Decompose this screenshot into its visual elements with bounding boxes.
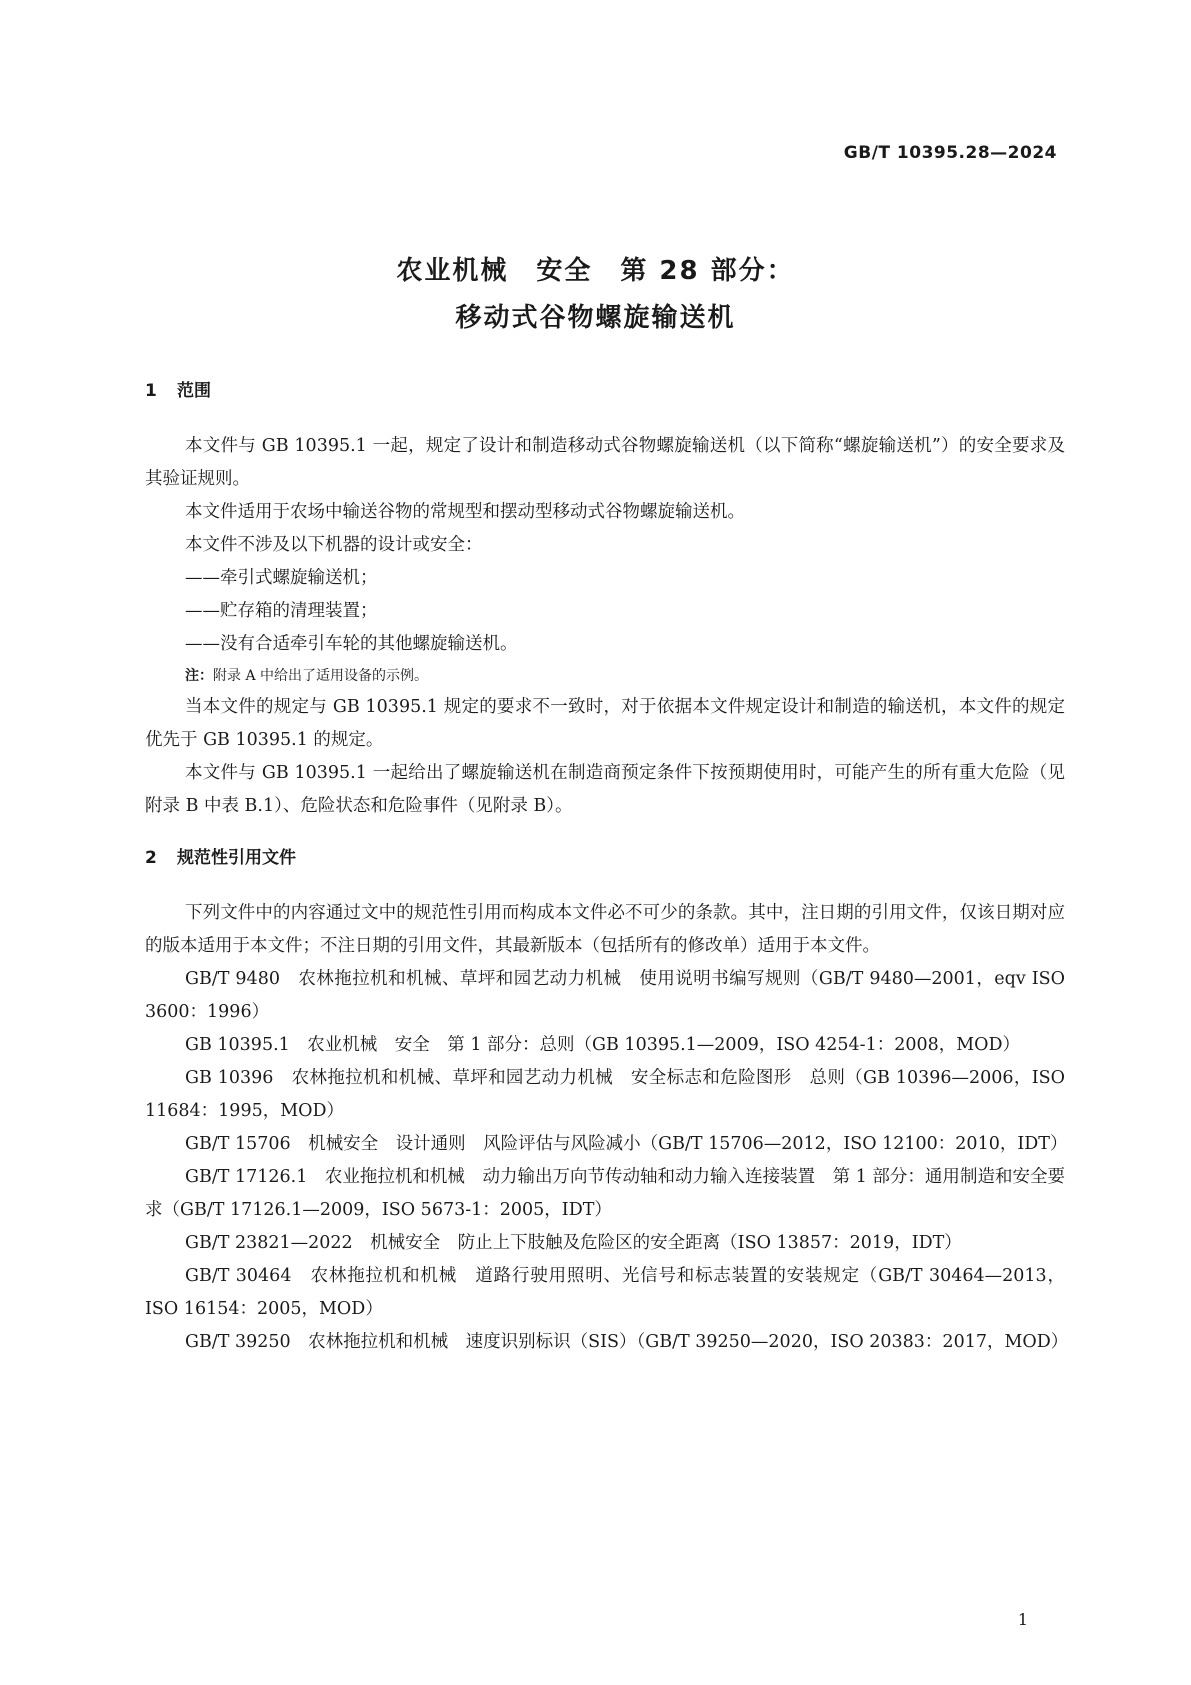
section1-paragraph-2: 本文件适用于农场中输送谷物的常规型和摆动型移动式谷物螺旋输送机。 [185, 502, 745, 522]
section1-paragraph-3: 本文件不涉及以下机器的设计或安全： [185, 535, 483, 555]
reference-gbt39250: GB/T 39250 农林拖拉机和机械 速度识别标识（SIS）（GB/T 39250—2020，ISO 20383：2017，MOD） [185, 1332, 1069, 1352]
section1-heading [145, 376, 211, 401]
section1-body [145, 430, 1065, 823]
exclusion-item-1: ——牵引式螺旋输送机； [185, 568, 378, 588]
reference-gb10395-1: GB 10395.1 农业机械 安全 第 1 部分：总则（GB 10395.1—2009，ISO 4254-1：2008，MOD） [185, 1035, 1021, 1055]
reference-gbt17126-1: GB/T 17126.1 农业拖拉机和机械 动力输出万向节传动轴和动力输入连接装置 第 1 部分：通用制造和安全要求（GB/T 17126.1—2009，ISO 5673-1：2005，IDT） [145, 1167, 1065, 1220]
page-number: 1 [1017, 1610, 1028, 1629]
section2-intro: 下列文件中的内容通过文中的规范性引用而构成本文件必不可少的条款。其中，注日期的引用文件，仅该日期对应的版本适用于本文件；不注日期的引用文件，其最新版本（包括所有的修改单）适用于本文件。 [145, 903, 1065, 956]
note-label: 注： [185, 668, 213, 684]
section1-paragraph-4: 当本文件的规定与 GB 10395.1 规定的要求不一致时，对于依据本文件规定设计和制造的输送机，本文件的规定优先于 GB 10395.1 的规定。 [145, 697, 1065, 750]
section1-title: 范围 [177, 381, 211, 401]
section2-title: 规范性引用文件 [177, 848, 296, 868]
reference-gb10396: GB 10396 农林拖拉机和机械、草坪和园艺动力机械 安全标志和危险图形 总则（GB 10396—2006，ISO 11684：1995，MOD） [145, 1068, 1065, 1121]
section2-heading [145, 843, 296, 868]
reference-gbt23821: GB/T 23821—2022 机械安全 防止上下肢触及危险区的安全距离（ISO 13857：2019，IDT） [185, 1233, 962, 1253]
reference-gbt30464: GB/T 30464 农林拖拉机和机械 道路行驶用照明、光信号和标志装置的安装规定（GB/T 30464—2013，ISO 16154：2005，MOD） [145, 1266, 1065, 1319]
note [145, 661, 1065, 691]
section2-body [145, 897, 1069, 1359]
section2-number: 2 [145, 848, 157, 868]
document-title-line1: 农业机械 安全 第 28 部分： [396, 256, 795, 286]
standard-code: GB/T 10395.28—2024 [843, 143, 1057, 163]
reference-gbt9480: GB/T 9480 农林拖拉机和机械、草坪和园艺动力机械 使用说明书编写规则（GB/T 9480—2001，eqv ISO 3600：1996） [145, 969, 1065, 1022]
section1-number: 1 [145, 381, 157, 401]
reference-gbt15706: GB/T 15706 机械安全 设计通则 风险评估与风险减小（GB/T 15706—2012，ISO 12100：2010，IDT） [185, 1134, 1068, 1154]
exclusion-item-3: ——没有合适牵引车轮的其他螺旋输送机。 [185, 634, 518, 654]
exclusion-item-2: ——贮存箱的清理装置； [185, 601, 378, 621]
section1-paragraph-5: 本文件与 GB 10395.1 一起给出了螺旋输送机在制造商预定条件下按预期使用时，可能产生的所有重大危险（见附录 B 中表 B.1）、危险状态和危险事件（见附录 B）。 [145, 763, 1065, 816]
note-text: 附录 A 中给出了适用设备的示例。 [213, 668, 429, 684]
section1-paragraph-1: 本文件与 GB 10395.1 一起，规定了设计和制造移动式谷物螺旋输送机（以下简称“螺旋输送机”）的安全要求及其验证规则。 [145, 436, 1065, 489]
document-title-line2: 移动式谷物螺旋输送机 [455, 303, 736, 333]
